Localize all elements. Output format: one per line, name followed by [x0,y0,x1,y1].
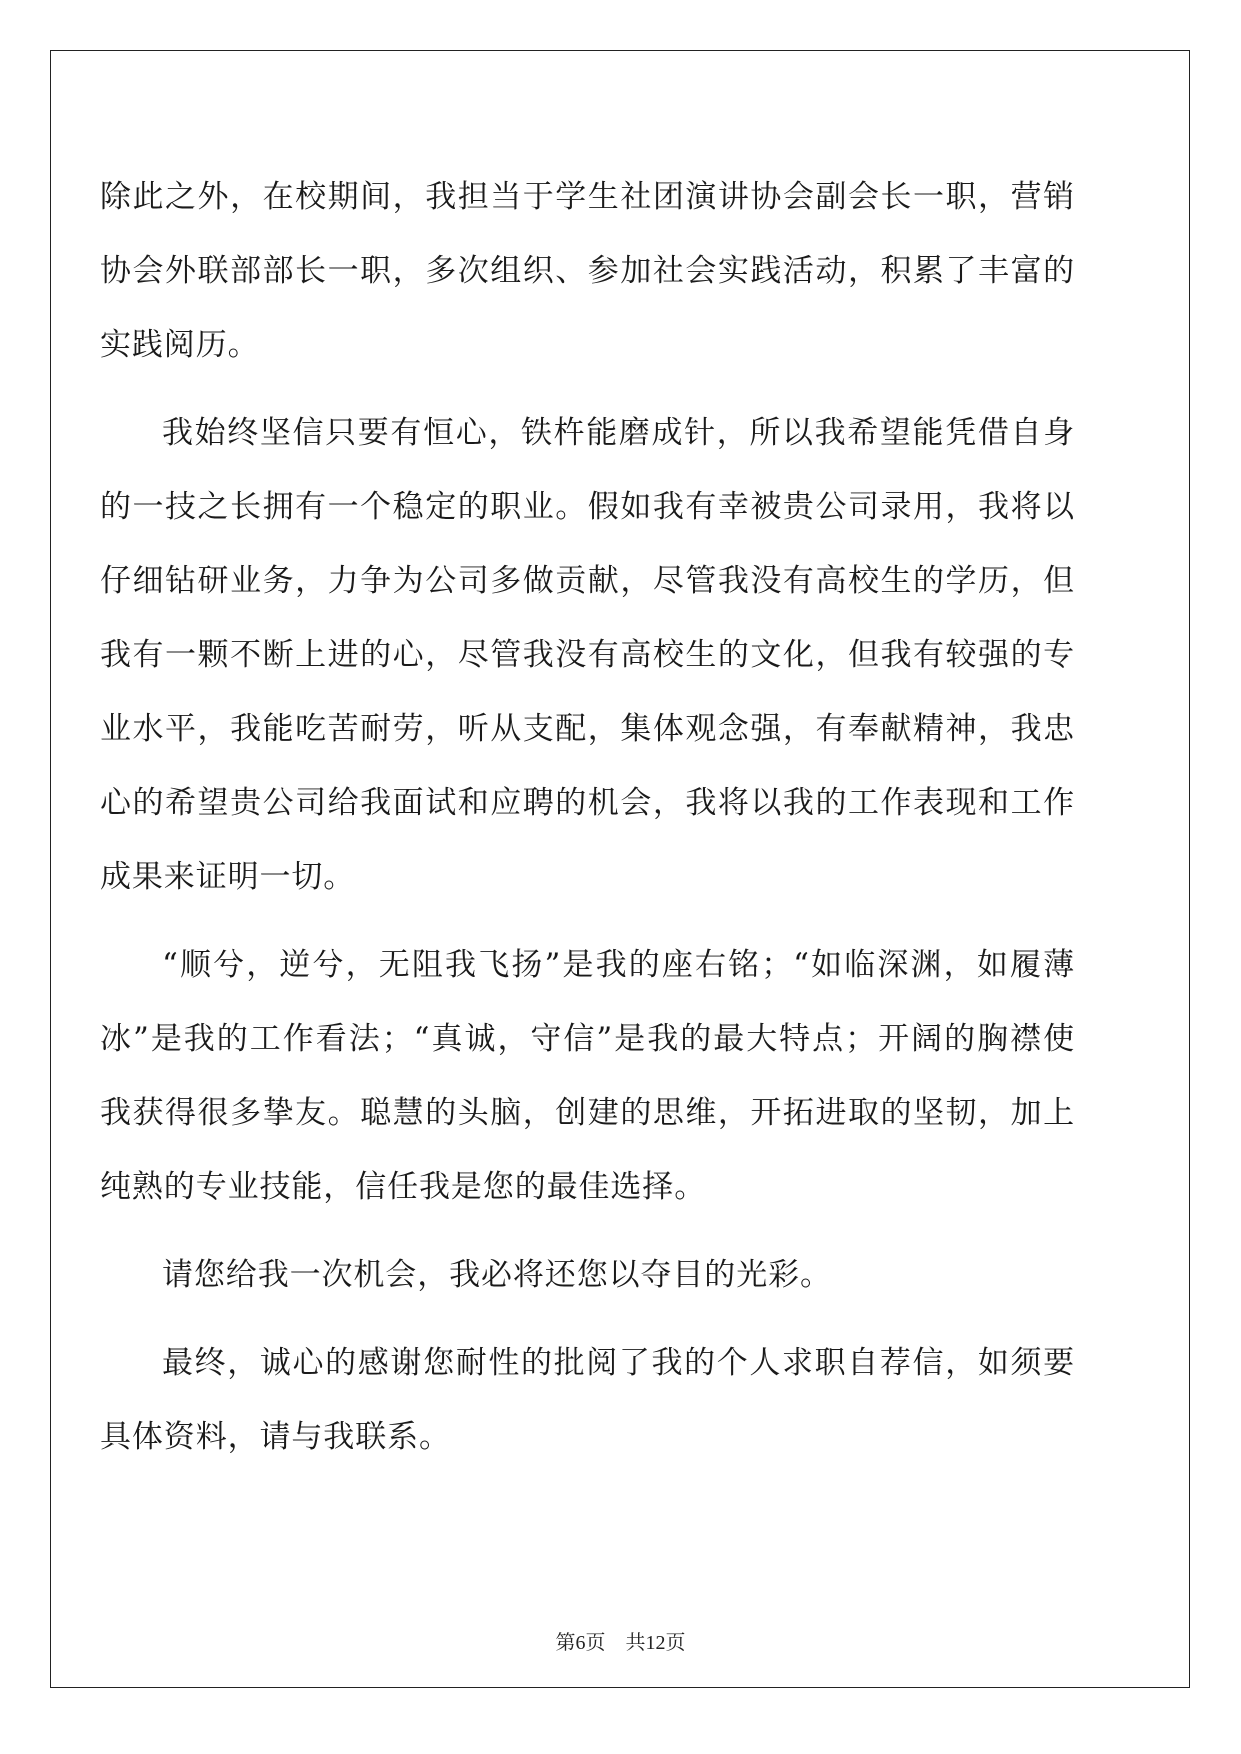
paragraph-belief: 我始终坚信只要有恒心，铁杵能磨成针，所以我希望能凭借自身的一技之长拥有一个稳定的职业。假如我有幸被贵公司录用，我将以仔细钻研业务，力争为公司多做贡献，尽管我没有高校生的学历，但我有一颗不断上进的心，尽管我没有高校生的文化，但我有较强的专业水平，我能吃苦耐劳，听从支配，集体观念强，有奉献精神，我忠心的希望贵公司给我面试和应聘的机会，我将以我的工作表现和工作成果来证明一切。 [100,415,1075,895]
page-number-footer: 第6页 共12页 [555,1632,686,1654]
paragraph-activities: 除此之外，在校期间，我担当于学生社团演讲协会副会长一职，营销协会外联部部长一职，多次组织、参加社会实践活动，积累了丰富的实践阅历。 [100,179,1075,363]
paragraph-closing: 最终，诚心的感谢您耐性的批阅了我的个人求职自荐信，如须要具体资料，请与我联系。 [100,1345,1075,1455]
paragraph-request: 请您给我一次机会，我必将还您以夺目的光彩。 [162,1257,832,1293]
paragraph-motto: “顺兮，逆兮，无阻我飞扬”是我的座右铭；“如临深渊，如履薄冰”是我的工作看法；“真诚，守信”是我的最大特点；开阔的胸襟使我获得很多挚友。聪慧的头脑，创建的思维，开拓进取的坚韧，加上纯熟的专业技能，信任我是您的最佳选择。 [100,947,1075,1205]
document-body [100,160,1075,1474]
